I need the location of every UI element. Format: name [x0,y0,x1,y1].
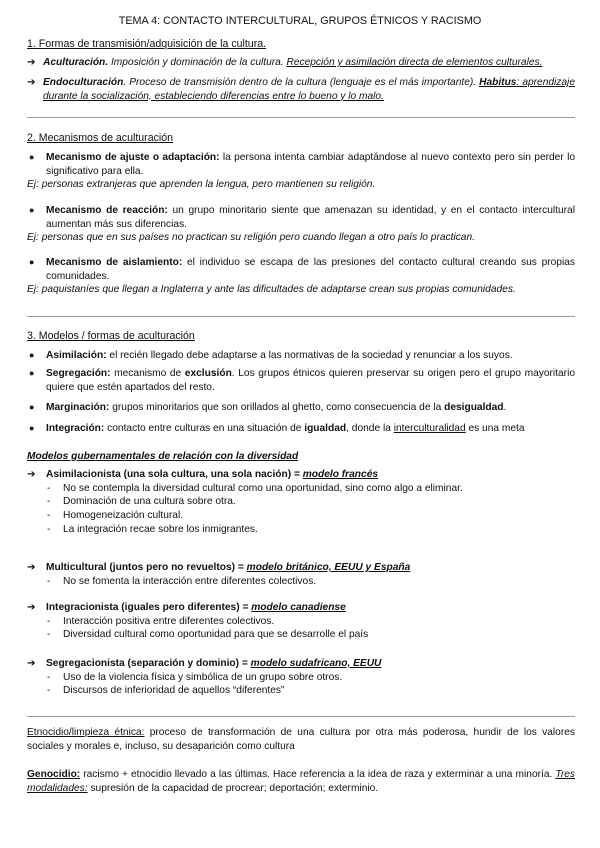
definition: Imposición y dominación de la cultura. [108,57,287,68]
section1-item-endoculturacion [27,76,575,103]
model-point: Dominación de una cultura sobre otra. [63,496,236,508]
divider [27,117,575,118]
term: Asimilación: [46,350,107,361]
divider [27,716,575,717]
genocidio-term: Genocidio: [27,769,81,780]
definition-cont: , donde la [346,423,394,434]
definition-end: es una meta [465,423,525,434]
bullet-icon: ● [29,423,35,433]
genocidio-definition: racismo + etnocidio llevado a las últimas. Hace referencia a la idea de raza y exterminar a una minoría. [80,769,556,780]
dash-icon: - [47,523,51,535]
page-title: TEMA 4: CONTACTO INTERCULTURAL, GRUPOS ÉTNICOS Y RACISMO [118,15,482,27]
definition: el recién llegado debe adaptarse a las normativas de la sociedad y renunciar a los suyos. [106,350,513,361]
model-multicultural [27,561,575,588]
model-point: Interacción positiva entre diferentes colectivos. [63,615,275,627]
definition-underlined: interculturalidad [393,423,466,434]
definition: grupos minoritarios que son orillados al ghetto, como consecuencia de la [109,402,445,413]
genocidio-paragraph [27,768,575,795]
arrow-icon: ➔ [27,77,36,88]
definition: la persona intenta cambiar adaptándose al nuevo contexto pero sin perder lo significativo para ella. [46,152,576,177]
dash-icon: - [47,510,51,522]
section3-item-integracion [27,422,575,436]
model-label: Asimilacionista (una sola cultura, una sola nación) = [46,469,303,480]
model-name: modelo francés [302,469,379,480]
arrow-icon: ➔ [27,562,36,573]
arrow-icon: ➔ [27,469,36,480]
dash-icon: - [47,496,51,508]
model-name: modelo británico, EEUU y España [246,562,411,573]
model-point: Discursos de inferioridad de aquellos “diferentes” [63,685,285,697]
divider [27,316,575,317]
model-point: No se contempla la diversidad cultural como una oportunidad, sino como algo a eliminar. [63,482,463,494]
definition: . Proceso de transmisión dentro de la cultura (lenguaje es el más importante). [123,77,480,88]
model-point: Uso de la violencia física y simbólica de un grupo sobre otros. [63,671,343,683]
term: Integración: [46,423,105,434]
model-label: Segregacionista (separación y dominio) = [46,658,251,669]
model-point: La integración recae sobre los inmigrantes. [63,523,258,535]
section2-heading: 2. Mecanismos de aculturación [27,132,174,144]
modalities-label: Tres modalidades: [27,769,575,794]
definition-underlined: Recepción y asimilación directa de elementos culturales. [286,57,543,68]
model-point: Homogeneización cultural. [63,510,184,522]
habitus-term: Habitus [479,77,517,88]
section2-item-reaccion [27,204,575,245]
bold-word: igualdad [304,423,347,434]
section2-item-aislamiento [27,256,575,297]
gov-models-heading: Modelos gubernamentales de relación con la diversidad [27,451,299,462]
model-name: modelo canadiense [251,602,346,613]
bullet-icon: ● [29,350,35,360]
section3-item-asimilacion [27,349,575,363]
section3-item-marginacion [27,401,575,415]
term: Mecanismo de aislamiento: [46,257,183,268]
arrow-icon: ➔ [27,658,36,669]
example: Ej: personas que en sus países no practican su religión pero cuando llegan a otro país lo practican. [27,232,475,244]
definition: contacto entre culturas en una situación de [104,423,305,434]
arrow-icon: ➔ [27,57,36,68]
bullet-icon: ● [29,368,35,378]
section1-heading: 1. Formas de transmisión/adquisición de la cultura. [27,38,267,50]
model-name: modelo sudafricano, EEUU [250,658,382,669]
section3-heading: 3. Modelos / formas de aculturación [27,330,195,342]
bold-word: exclusión [184,368,232,379]
definition-cont: . Los grupos étnicos quieren preservar su origen pero el grupo mayoritario quiere que estén apartados del resto. [46,368,575,393]
bold-word: desigualdad [444,402,504,413]
etnocidio-term: Etnocidio/limpieza étnica: [27,727,145,738]
model-label: Integracionista (iguales pero diferentes) = [46,602,252,613]
term: Mecanismo de reacción: [46,205,168,216]
model-asimilacionista [27,468,575,536]
term: Marginación: [46,402,110,413]
example: Ej: personas extranjeras que aprenden la lengua, pero mantienen su religión. [27,179,376,191]
section1-item-aculturacion [27,56,575,70]
model-segregacionista [27,657,575,698]
etnocidio-paragraph [27,726,575,753]
section2-item-ajuste [27,151,575,192]
dash-icon: - [47,671,51,683]
model-point: No se fomenta la interacción entre diferentes colectivos. [63,575,317,587]
dash-icon: - [47,615,51,627]
dash-icon: - [47,629,51,641]
bullet-icon: ● [29,402,35,412]
model-label: Multicultural (juntos pero no revueltos) = [46,562,247,573]
arrow-icon: ➔ [27,602,36,613]
definition-cont: . [503,402,507,413]
dash-icon: - [47,575,51,587]
bullet-icon: ● [29,205,35,215]
example: Ej: paquistaníes que llegan a Inglaterra y ante las dificultades de adaptarse crean sus propias comunidades. [27,284,516,296]
bullet-icon: ● [29,257,35,267]
definition: el individuo se escapa de las presiones del contacto cultural creando sus propias comunidades. [46,257,575,282]
dash-icon: - [47,482,51,494]
term: Mecanismo de ajuste o adaptación: [46,152,220,163]
term: Aculturación. [43,57,109,68]
model-integracionista [27,601,575,642]
definition: un grupo minoritario siente que amenazan su identidad, y en el contacto intercultural aumentan más sus diferencias. [46,205,575,230]
habitus-definition: : aprendizaje durante la socialización, estableciendo diferencias entre lo bueno y lo malo. [43,77,575,102]
term: Endoculturación [43,77,124,88]
term: Segregación: [46,368,111,379]
model-point: Diversidad cultural como oportunidad para que se desarrolle el país [63,629,369,641]
section3-item-segregacion [27,367,575,394]
bullet-icon: ● [29,152,35,162]
definition: mecanismo de [110,368,185,379]
dash-icon: - [47,685,51,697]
etnocidio-definition: proceso de transformación de una cultura por otra más poderosa, hundir de los valores sociales y morales e, incluso, su desaparición como cultura [27,727,575,752]
modalities-text: supresión de la capacidad de procrear; deportación; exterminio. [87,782,379,794]
